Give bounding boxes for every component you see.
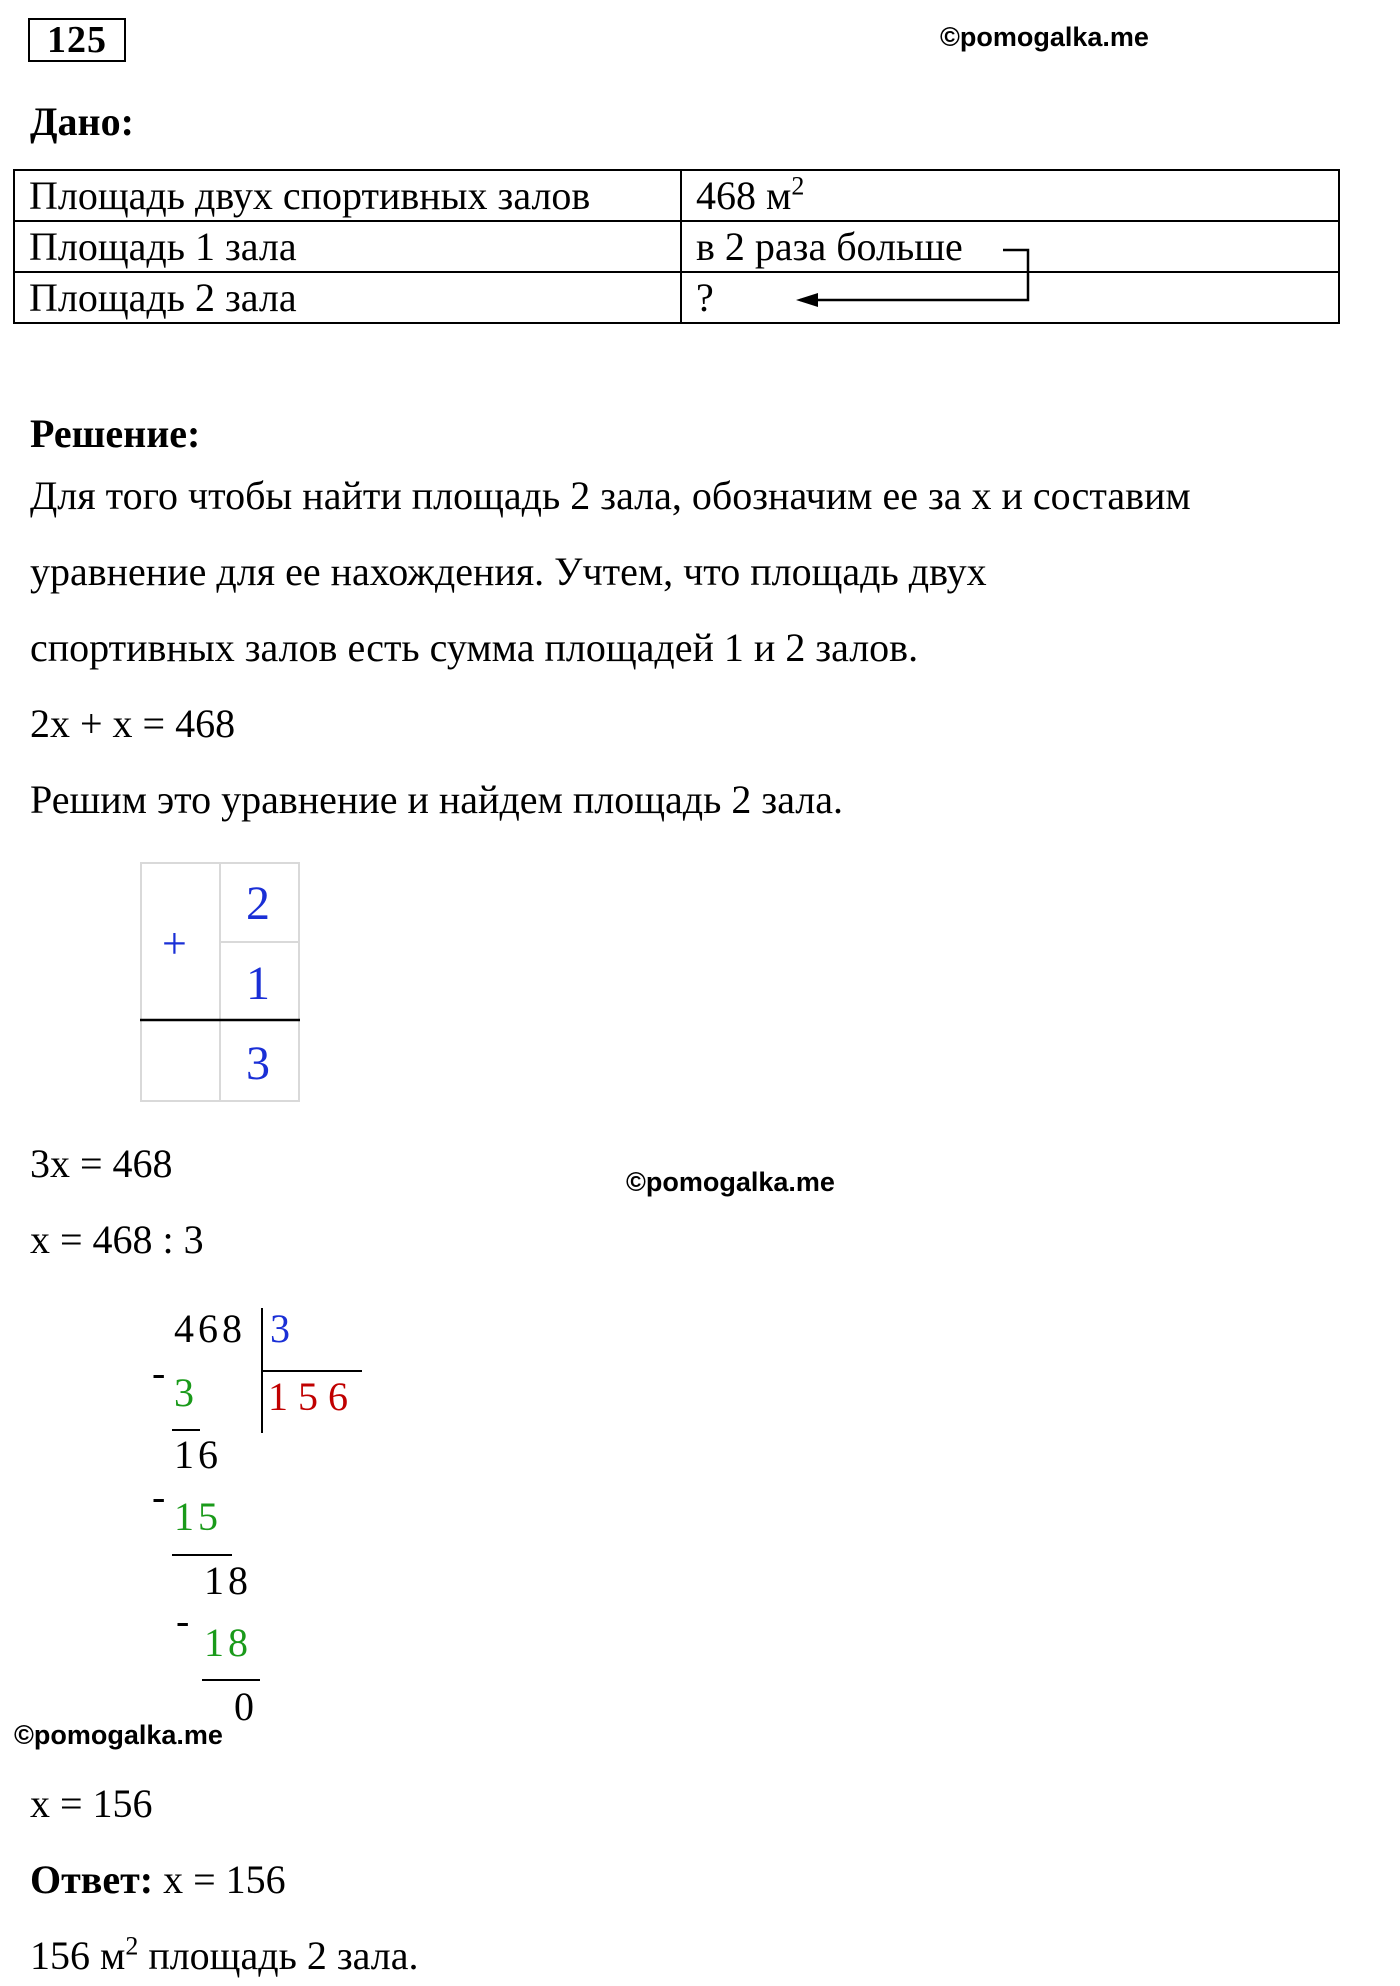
final-line: 156 $м^2$ площадь 2 зала. — [30, 1931, 419, 1978]
addition-result: 3 — [246, 1037, 270, 1090]
quotient: 1 5 6 — [268, 1374, 348, 1419]
divisor: 3 — [270, 1306, 290, 1351]
table-cell-value: 468 $м^2$ — [681, 170, 1339, 221]
addition-bottom: 1 — [246, 957, 270, 1010]
subtrahend-1: 3 — [174, 1370, 194, 1415]
solution-line-5: Решим это уравнение и найдем площадь 2 зала. — [30, 777, 844, 822]
addition-grid — [140, 862, 300, 1102]
dividend: 468 — [174, 1306, 246, 1351]
answer-label: Ответ: — [30, 1857, 154, 1902]
answer-line — [30, 1856, 286, 1903]
remainder-3: 0 — [234, 1684, 254, 1729]
watermark-middle: ©pomogalka.me — [626, 1167, 835, 1197]
table-cell-label: Площадь 1 зала — [14, 221, 681, 272]
result-line: x = 156 — [30, 1781, 153, 1826]
addition-top: 2 — [246, 877, 270, 930]
subtrahend-3: 18 — [204, 1620, 252, 1665]
long-division — [140, 1305, 380, 1745]
table-cell-value: ? — [681, 272, 1339, 323]
table-cell-label: Площадь двух спортивных залов — [14, 170, 681, 221]
remainder-1: 16 — [174, 1432, 222, 1477]
solution-line-1: Для того чтобы найти площадь 2 зала, обозначим ее за x и составим — [30, 473, 1191, 518]
solution-line-3: спортивных залов есть сумма площадей 1 и 2 залов. — [30, 625, 919, 670]
minus-sign: - — [152, 1350, 166, 1395]
answer-value: x = 156 — [153, 1857, 286, 1902]
watermark-top: ©pomogalka.me — [940, 22, 1149, 52]
table-cell-value: в 2 раза больше — [681, 221, 1339, 272]
table-cell-label: Площадь 2 зала — [14, 272, 681, 323]
watermark-bottom: ©pomogalka.me — [14, 1720, 223, 1750]
relation-arrow — [0, 0, 1400, 340]
minus-sign: - — [152, 1474, 166, 1519]
equation-3x: 3x = 468 — [30, 1141, 173, 1186]
problem-number: 125 — [28, 18, 126, 62]
given-heading: Дано: — [30, 99, 134, 144]
remainder-2: 18 — [204, 1558, 252, 1603]
equation-x: x = 468 : 3 — [30, 1217, 204, 1262]
solution-line-2: уравнение для ее нахождения. Учтем, что площадь двух — [30, 549, 987, 594]
minus-sign: - — [176, 1598, 190, 1643]
solution-heading: Решение: — [30, 411, 201, 456]
equation-sum: 2x + x = 468 — [30, 701, 236, 746]
subtrahend-2: 15 — [174, 1494, 222, 1539]
addition-sign: + — [162, 919, 187, 968]
